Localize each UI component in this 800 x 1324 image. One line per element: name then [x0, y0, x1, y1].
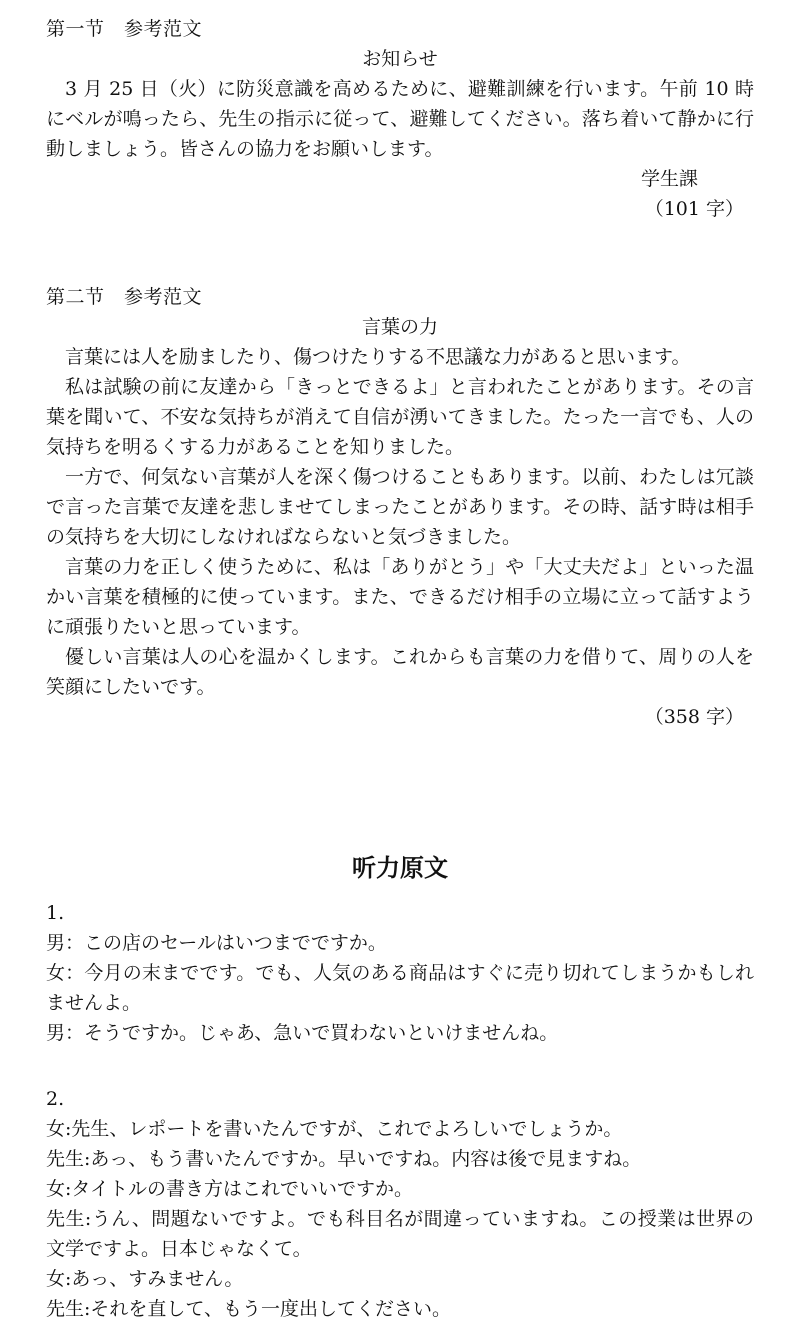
dialog-line: 男：この店のセールはいつまでですか。: [46, 932, 387, 954]
essay-paragraph: 言葉には人を励ましたり、傷つけたりする不思議な力があると思います。: [65, 346, 691, 368]
dialog-line: 先生:それを直して、もう一度出してください。: [46, 1298, 452, 1320]
char-count: （358 字）: [644, 706, 744, 728]
section-heading: 第一节 参考范文: [46, 18, 203, 40]
dialog-line: 女:タイトルの書き方はこれでいいですか。: [46, 1178, 414, 1200]
section-heading: 第二节 参考范文: [46, 286, 203, 308]
question-number: 2.: [46, 1088, 65, 1110]
essay-paragraph: 一方で、何気ない言葉が人を深く傷つけることもあります。以前、わたしは冗談で言った言葉で友達を悲しませてしまったことがあります。その時、話す時は相手の気持ちを大切にしなければならないと気づきました。: [46, 466, 754, 548]
dialog-line: 男：そうですか。じゃあ、急いで買わないといけませんね。: [46, 1022, 559, 1044]
spacer: [46, 224, 754, 282]
dialog-line: 女:先生、レポートを書いたんですが、これでよろしいでしょうか。: [46, 1118, 623, 1140]
dialog-line: 女:あっ、すみません。: [46, 1268, 244, 1290]
dialog-line: 女：今月の末までです。でも、人気のある商品はすぐに売り切れてしまうかもしれませんよ。: [46, 962, 754, 1014]
essay-paragraph: 私は試験の前に友達から「きっとできるよ」と言われたことがあります。その言葉を聞いて、不安な気持ちが消えて自信が湧いてきました。たった一言でも、人の気持ちを明るくする力があることを知りました。: [46, 376, 754, 458]
spacer: [46, 732, 754, 850]
question-number: 1.: [46, 902, 65, 924]
essay-paragraph: 言葉の力を正しく使うために、私は「ありがとう」や「大丈夫だよ」といった温かい言葉を積極的に使っています。また、できるだけ相手の立場に立って話すように頑張りたいと思っています。: [46, 556, 754, 638]
notice-title: お知らせ: [362, 48, 438, 70]
essay-title: 言葉の力: [361, 316, 438, 338]
notice-signature: 学生課: [640, 168, 698, 190]
listening-title: 听力原文: [352, 854, 448, 882]
spacer: [46, 1048, 754, 1084]
essay-paragraph: 優しい言葉は人の心を温かくします。これからも言葉の力を借りて、周りの人を笑顔にしたいです。: [46, 646, 754, 698]
dialog-line: 先生:うん、問題ないですよ。でも科目名が間違っていますね。この授業は世界の文学ですよ。日本じゃなくて。: [46, 1208, 754, 1260]
char-count: （101 字）: [644, 198, 744, 220]
dialog-line: 先生:あっ、もう書いたんですか。早いですね。内容は後で見ますね。: [46, 1148, 642, 1170]
notice-paragraph: 3 月 25 日（火）に防災意識を高めるために、避難訓練を行います。午前 10 時にベルが鳴ったら、先生の指示に従って、避難してください。落ち着いて静かに行動しましょう。皆さんの協力をお願いします。: [46, 78, 754, 160]
